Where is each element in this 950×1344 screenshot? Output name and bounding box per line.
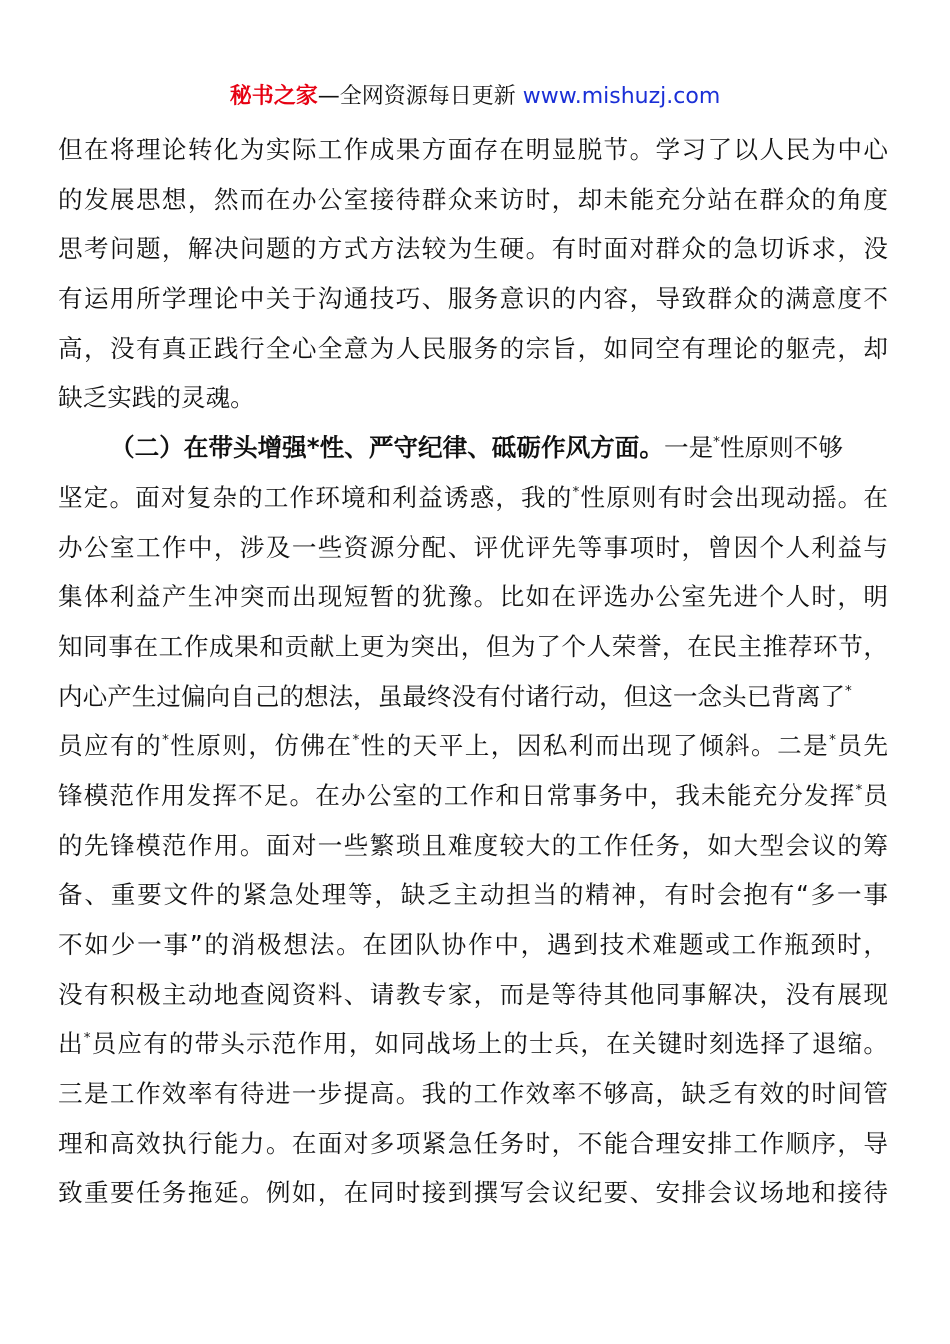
text-line: 没有积极主动地查阅资料、请教专家，而是等待其他同事解决，没有展现 [58, 979, 888, 1009]
text-line: 知同事在工作成果和贡献上更为突出，但为了个人荣誉，在民主推荐环节， [58, 631, 888, 661]
text-line: 但在将理论转化为实际工作成果方面存在明显脱节。学习了以人民为中心 [58, 135, 888, 164]
text-line: 缺乏实践的灵魂。 [58, 383, 255, 413]
text-line: 办公室工作中，涉及一些资源分配、评优评先等事项时，曾因个人利益与 [58, 532, 888, 562]
site-url[interactable]: www.mishuzj.com [522, 84, 721, 109]
text-line: 三是工作效率有待进一步提高。我的工作效率不够高，缺乏有效的时间管 [58, 1079, 888, 1109]
watermark-header [0, 80, 950, 114]
text-line: 集体利益产生冲突而出现短暂的犹豫。比如在评选办公室先进个人时，明 [58, 582, 888, 612]
text-line: 坚定。面对复杂的工作环境和利益诱惑，我的*性原则有时会出现动摇。在 [58, 482, 888, 512]
text-line: 员应有的*性原则，仿佛在*性的天平上，因私利而出现了倾斜。二是*员先 [58, 731, 888, 761]
text-line: 锋模范作用发挥不足。在办公室的工作和日常事务中，我未能充分发挥*员 [58, 780, 888, 810]
paragraph-1 [58, 125, 888, 423]
text-line: 出*员应有的带头示范作用，如同战场上的士兵，在关键时刻选择了退缩。 [58, 1029, 888, 1059]
text-line: 有运用所学理论中关于沟通技巧、服务意识的内容，导致群众的满意度不 [58, 284, 888, 314]
site-slogan: —全网资源每日更新 [317, 84, 516, 109]
text-line: 理和高效执行能力。在面对多项紧急任务时，不能合理安排工作顺序，导 [58, 1128, 888, 1158]
text-line: 的先锋模范作用。面对一些繁琐且难度较大的工作任务，如大型会议的筹 [58, 830, 888, 860]
text-line: 备、重要文件的紧急处理等，缺乏主动担当的精神，有时会抱有“多一事 [58, 880, 888, 910]
text-line: 思考问题，解决问题的方式方法较为生硬。有时面对群众的急切诉求，没 [58, 234, 888, 264]
text-line: 高，没有真正践行全心全意为人民服务的宗旨，如同空有理论的躯壳，却 [58, 333, 888, 363]
text-line: 不如少一事”的消极想法。在团队协作中，遇到技术难题或工作瓶颈时， [58, 930, 888, 959]
text-line: 的发展思想，然而在办公室接待群众来访时，却未能充分站在群众的角度 [58, 184, 888, 214]
section-heading: （二）在带头增强*性、严守纪律、砥砺作风方面。 [110, 433, 664, 463]
text-line: 内心产生过偏向自己的想法，虽最终没有付诸行动，但这一念头已背离了* [58, 681, 852, 711]
text-line: （二）在带头增强*性、严守纪律、砥砺作风方面。一是*性原则不够 [110, 433, 843, 463]
document-body [58, 125, 888, 1218]
text-line: 致重要任务拖延。例如，在同时接到撰写会议纪要、安排会议场地和接待 [58, 1178, 888, 1208]
paragraph-2 [58, 423, 888, 1218]
site-brand: 秘书之家 [229, 84, 318, 109]
